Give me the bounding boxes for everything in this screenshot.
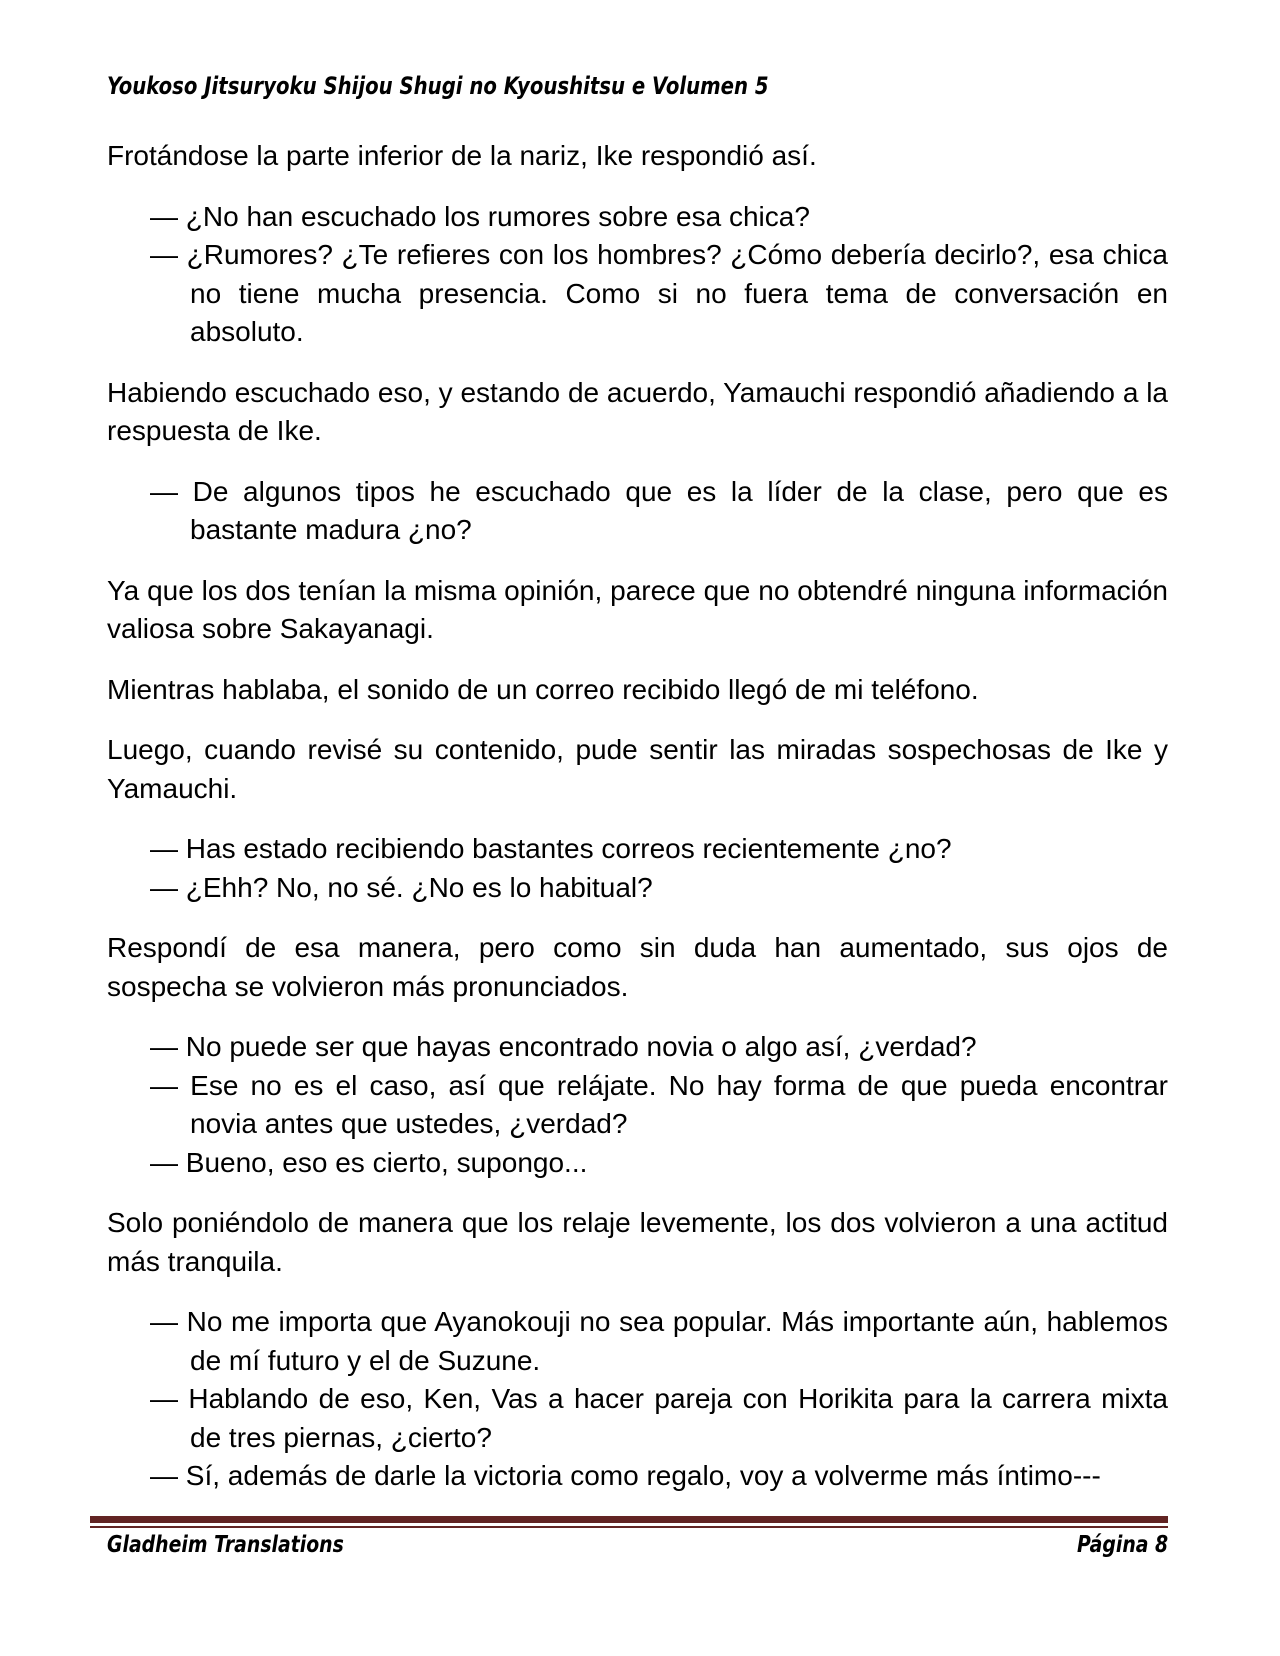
dialogue-block xyxy=(107,1303,1168,1496)
paragraph: Mientras hablaba, el sonido de un correo recibido llegó de mi teléfono. xyxy=(107,673,979,705)
dialogue-line: — ¿Rumores? ¿Te refieres con los hombres? ¿Cómo debería decirlo?, esa chica no tiene mucha presencia. Como si no fuera tema de conversación en absoluto. xyxy=(150,239,1168,347)
dialogue-line: — No me importa que Ayanokouji no sea popular. Más importante aún, hablemos de mí futuro y el de Suzune. xyxy=(150,1306,1168,1376)
dialogue-line: — Hablando de eso, Ken, Vas a hacer pareja con Horikita para la carrera mixta de tres piernas, ¿cierto? xyxy=(150,1383,1168,1453)
dialogue-line: — ¿Ehh? No, no sé. ¿No es lo habitual? xyxy=(150,871,653,903)
dialogue-line: — Has estado recibiendo bastantes correos recientemente ¿no? xyxy=(150,833,952,864)
paragraph: Solo poniéndolo de manera que los relaje levemente, los dos volvieron a una actitud más tranquila. xyxy=(107,1207,1168,1277)
dialogue-line: — No puede ser que hayas encontrado novia o algo así, ¿verdad? xyxy=(150,1031,977,1062)
header-title: Youkoso Jitsuryoku Shijou Shugi no Kyoushitsu e Volumen 5 xyxy=(107,72,769,100)
dialogue-line: — ¿No han escuchado los rumores sobre esa chica? xyxy=(150,200,810,232)
paragraph: Frotándose la parte inferior de la nariz, Ike respondió así. xyxy=(107,140,817,171)
footer-translator: Gladheim Translations xyxy=(107,1532,344,1558)
footer-page-number: Página 8 xyxy=(1076,1532,1168,1558)
footer-separator-thin-line xyxy=(90,1526,1168,1528)
dialogue-block xyxy=(107,1028,1168,1182)
dialogue-block xyxy=(107,473,1168,550)
dialogue-line: — Ese no es el caso, así que relájate. No hay forma de que pueda encontrar novia antes que ustedes, ¿verdad? xyxy=(150,1069,1168,1139)
dialogue-line: — Bueno, eso es cierto, supongo... xyxy=(150,1146,588,1178)
paragraph: Luego, cuando revisé su contenido, pude sentir las miradas sospechosas de Ike y Yamauchi. xyxy=(107,734,1168,804)
dialogue-block xyxy=(107,830,1168,907)
dialogue-line: — Sí, además de darle la victoria como regalo, voy a volverme más íntimo--- xyxy=(150,1460,1101,1491)
footer-separator-thick-line xyxy=(90,1516,1168,1523)
dialogue-line: — De algunos tipos he escuchado que es la líder de la clase, pero que es bastante madura ¿no? xyxy=(150,475,1168,545)
paragraph: Habiendo escuchado eso, y estando de acuerdo, Yamauchi respondió añadiendo a la respuesta de Ike. xyxy=(107,376,1168,446)
dialogue-block xyxy=(107,198,1168,352)
paragraph: Respondí de esa manera, pero como sin duda han aumentado, sus ojos de sospecha se volvieron más pronunciados. xyxy=(107,932,1168,1002)
footer-separator xyxy=(90,1516,1168,1528)
document-body xyxy=(107,137,1168,1518)
paragraph: Ya que los dos tenían la misma opinión, parece que no obtendré ninguna información valiosa sobre Sakayanagi. xyxy=(107,574,1168,644)
